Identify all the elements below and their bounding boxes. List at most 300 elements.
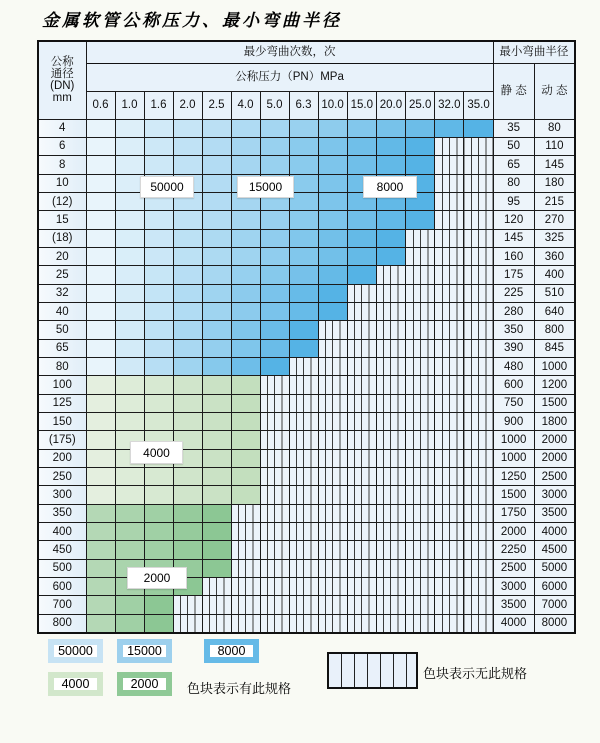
dynamic-radius-cell: 2000 (534, 431, 575, 449)
pressure-cell (173, 247, 202, 265)
table-row (38, 468, 575, 486)
static-radius-cell: 80 (493, 174, 534, 192)
table-row (38, 449, 575, 467)
static-radius-cell: 35 (493, 119, 534, 137)
pressure-cell (347, 247, 376, 265)
dn-cell: 150 (38, 413, 86, 431)
dynamic-radius-cell: 5000 (534, 559, 575, 577)
pressure-value-header: 2.0 (173, 91, 202, 119)
no-spec-cell (376, 284, 405, 302)
pressure-cell (231, 211, 260, 229)
pressure-cell (86, 302, 115, 320)
pressure-cell (202, 449, 231, 467)
no-spec-cell (376, 449, 405, 467)
pressure-cell (202, 174, 231, 192)
pressure-cell (406, 156, 435, 174)
pressure-cell (173, 229, 202, 247)
no-spec-cell (464, 376, 493, 394)
pressure-value-header: 2.5 (202, 91, 231, 119)
pressure-cell (202, 266, 231, 284)
no-spec-cell (318, 321, 347, 339)
dn-cell: 600 (38, 578, 86, 596)
dynamic-radius-cell: 270 (534, 211, 575, 229)
pressure-cell (289, 247, 318, 265)
pressure-cell (86, 431, 115, 449)
dn-header-line: (DN) (50, 80, 75, 93)
no-spec-cell (318, 523, 347, 541)
page-title: 金属软管公称压力、最小弯曲半径 (42, 11, 342, 31)
pressure-cell (260, 119, 289, 137)
pressure-cell (115, 413, 144, 431)
no-spec-cell (464, 596, 493, 614)
pressure-cell (115, 357, 144, 375)
no-spec-cell (376, 266, 405, 284)
pressure-cell (115, 119, 144, 137)
no-spec-cell (435, 192, 464, 210)
table-row (38, 156, 575, 174)
pressure-cell (173, 321, 202, 339)
pressure-cell (86, 137, 115, 155)
pressure-cell (173, 339, 202, 357)
pressure-cell (318, 266, 347, 284)
no-spec-cell (289, 468, 318, 486)
static-radius-cell: 480 (493, 357, 534, 375)
pressure-cell (86, 229, 115, 247)
pressure-cell (86, 339, 115, 357)
dn-cell: 450 (38, 541, 86, 559)
no-spec-cell (318, 614, 347, 632)
pressure-cell (144, 119, 173, 137)
pressure-cell (173, 541, 202, 559)
pressure-cell (347, 137, 376, 155)
pressure-header: 公称压力（PN）MPa (86, 63, 493, 91)
dn-cell: 50 (38, 321, 86, 339)
pressure-cell (231, 302, 260, 320)
dn-cell: (18) (38, 229, 86, 247)
no-spec-cell (435, 541, 464, 559)
pressure-cell (86, 578, 115, 596)
pressure-cell (202, 541, 231, 559)
pressure-cell (202, 302, 231, 320)
static-radius-cell: 280 (493, 302, 534, 320)
pressure-cell (231, 449, 260, 467)
pressure-cell (86, 394, 115, 412)
no-spec-cell (260, 413, 289, 431)
no-spec-cell (347, 468, 376, 486)
no-spec-cell (173, 614, 202, 632)
no-spec-cell (289, 357, 318, 375)
no-spec-cell (347, 284, 376, 302)
table-row (38, 394, 575, 412)
pressure-cell (289, 156, 318, 174)
no-spec-cell (376, 486, 405, 504)
pressure-cell (318, 174, 347, 192)
no-spec-cell (435, 468, 464, 486)
pressure-cell (202, 137, 231, 155)
no-spec-cell (260, 596, 289, 614)
pressure-cell (318, 137, 347, 155)
no-spec-cell (376, 413, 405, 431)
dynamic-radius-cell: 3000 (534, 486, 575, 504)
bend-cycle-zone-label: 8000 (363, 176, 417, 198)
no-spec-cell (435, 321, 464, 339)
pressure-cell (289, 321, 318, 339)
pressure-cell (144, 541, 173, 559)
no-spec-cell (435, 578, 464, 596)
no-spec-cell (435, 284, 464, 302)
no-spec-cell (260, 504, 289, 522)
pressure-cell (144, 413, 173, 431)
pressure-cell (347, 156, 376, 174)
pressure-cell (144, 523, 173, 541)
pressure-value-header: 35.0 (464, 91, 493, 119)
pressure-cell (318, 156, 347, 174)
no-spec-cell (464, 137, 493, 155)
pressure-cell (289, 229, 318, 247)
dn-cell: 80 (38, 357, 86, 375)
no-spec-cell (435, 247, 464, 265)
no-spec-cell (318, 449, 347, 467)
pressure-cell (202, 559, 231, 577)
pressure-value-header: 32.0 (435, 91, 464, 119)
table-row (38, 504, 575, 522)
no-spec-cell (289, 504, 318, 522)
static-radius-cell: 750 (493, 394, 534, 412)
pressure-cell (173, 468, 202, 486)
no-spec-cell (406, 449, 435, 467)
dn-cell: 8 (38, 156, 86, 174)
pressure-cell (260, 339, 289, 357)
no-spec-cell (231, 596, 260, 614)
pressure-cell (144, 321, 173, 339)
no-spec-cell (376, 394, 405, 412)
legend-swatch: 50000 (48, 639, 103, 663)
no-spec-cell (464, 614, 493, 632)
no-spec-cell (435, 137, 464, 155)
pressure-cell (115, 284, 144, 302)
no-spec-cell (406, 284, 435, 302)
pressure-cell (347, 211, 376, 229)
pressure-cell (202, 119, 231, 137)
pressure-cell (115, 137, 144, 155)
table-row (38, 119, 575, 137)
legend-no-spec-swatch (327, 652, 418, 689)
no-spec-cell (406, 357, 435, 375)
no-spec-cell (347, 394, 376, 412)
pressure-cell (318, 211, 347, 229)
no-spec-cell (318, 339, 347, 357)
no-spec-cell (289, 376, 318, 394)
bend-cycles-header: 最少弯曲次数，次 (86, 41, 493, 63)
pressure-cell (86, 357, 115, 375)
static-radius-cell: 145 (493, 229, 534, 247)
dn-cell: 6 (38, 137, 86, 155)
dynamic-radius-cell: 4500 (534, 541, 575, 559)
no-spec-cell (318, 596, 347, 614)
no-spec-cell (406, 504, 435, 522)
no-spec-cell (202, 578, 231, 596)
header-row-pressure (38, 63, 575, 91)
static-radius-cell: 160 (493, 247, 534, 265)
static-radius-cell: 225 (493, 284, 534, 302)
pressure-cell (173, 486, 202, 504)
no-spec-cell (406, 376, 435, 394)
dynamic-radius-cell: 400 (534, 266, 575, 284)
no-spec-cell (231, 614, 260, 632)
no-spec-cell (260, 541, 289, 559)
no-spec-cell (376, 468, 405, 486)
pressure-cell (86, 266, 115, 284)
pressure-cell (115, 614, 144, 632)
pressure-cell (260, 137, 289, 155)
pressure-cell (115, 486, 144, 504)
no-spec-cell (289, 413, 318, 431)
table-row (38, 321, 575, 339)
no-spec-cell (464, 541, 493, 559)
no-spec-cell (435, 559, 464, 577)
no-spec-cell (318, 578, 347, 596)
static-radius-cell: 1000 (493, 431, 534, 449)
no-spec-cell (464, 156, 493, 174)
pressure-cell (173, 266, 202, 284)
no-spec-cell (376, 541, 405, 559)
no-spec-cell (406, 486, 435, 504)
min-radius-header: 最小弯曲半径 (493, 41, 575, 63)
pressure-cell (289, 266, 318, 284)
no-spec-cell (406, 321, 435, 339)
pressure-cell (376, 229, 405, 247)
no-spec-cell (376, 559, 405, 577)
no-spec-cell (464, 229, 493, 247)
no-spec-cell (464, 413, 493, 431)
dn-cell: 400 (38, 523, 86, 541)
no-spec-cell (435, 302, 464, 320)
bend-cycle-zone-label: 4000 (130, 441, 183, 464)
pressure-cell (231, 247, 260, 265)
no-spec-cell (464, 578, 493, 596)
spec-table (37, 40, 576, 634)
dynamic-radius-cell: 2500 (534, 468, 575, 486)
no-spec-cell (435, 523, 464, 541)
table-row (38, 266, 575, 284)
no-spec-cell (464, 357, 493, 375)
static-radius-cell: 2500 (493, 559, 534, 577)
dynamic-radius-cell: 7000 (534, 596, 575, 614)
pressure-cell (202, 211, 231, 229)
pressure-value-header: 0.6 (86, 91, 115, 119)
pressure-cell (289, 119, 318, 137)
dn-cell: 800 (38, 614, 86, 632)
pressure-cell (173, 119, 202, 137)
pressure-value-header: 4.0 (231, 91, 260, 119)
static-radius-cell: 1750 (493, 504, 534, 522)
table-row (38, 211, 575, 229)
pressure-cell (115, 339, 144, 357)
no-spec-cell (260, 578, 289, 596)
dn-cell: (12) (38, 192, 86, 210)
no-spec-cell (406, 247, 435, 265)
no-spec-cell (289, 559, 318, 577)
table-row (38, 486, 575, 504)
pressure-cell (202, 247, 231, 265)
dn-cell: 10 (38, 174, 86, 192)
no-spec-cell (435, 614, 464, 632)
no-spec-cell (231, 578, 260, 596)
pressure-value-header: 25.0 (406, 91, 435, 119)
dynamic-radius-cell: 80 (534, 119, 575, 137)
no-spec-cell (464, 321, 493, 339)
pressure-cell (86, 247, 115, 265)
table-row (38, 376, 575, 394)
pressure-cell (144, 486, 173, 504)
pressure-cell (173, 284, 202, 302)
table-row (38, 137, 575, 155)
dn-header-cell (38, 41, 86, 119)
pressure-cell (231, 119, 260, 137)
no-spec-cell (406, 541, 435, 559)
no-spec-cell (260, 394, 289, 412)
no-spec-cell (376, 339, 405, 357)
dynamic-radius-cell: 800 (534, 321, 575, 339)
pressure-cell (231, 321, 260, 339)
pressure-cell (289, 211, 318, 229)
pressure-cell (173, 504, 202, 522)
pressure-cell (86, 468, 115, 486)
static-radius-cell: 3000 (493, 578, 534, 596)
no-spec-cell (435, 156, 464, 174)
no-spec-cell (464, 192, 493, 210)
no-spec-cell (464, 394, 493, 412)
no-spec-cell (376, 431, 405, 449)
pressure-cell (144, 339, 173, 357)
static-radius-cell: 2000 (493, 523, 534, 541)
no-spec-cell (289, 614, 318, 632)
pressure-cell (231, 284, 260, 302)
static-radius-cell: 350 (493, 321, 534, 339)
no-spec-cell (406, 229, 435, 247)
pressure-cell (318, 302, 347, 320)
pressure-cell (86, 541, 115, 559)
pressure-value-header: 20.0 (376, 91, 405, 119)
no-spec-cell (376, 504, 405, 522)
pressure-value-header: 1.0 (115, 91, 144, 119)
pressure-cell (115, 541, 144, 559)
pressure-cell (231, 339, 260, 357)
no-spec-cell (231, 504, 260, 522)
pressure-cell (231, 229, 260, 247)
pressure-cell (144, 137, 173, 155)
pressure-cell (173, 394, 202, 412)
pressure-value-header: 5.0 (260, 91, 289, 119)
pressure-cell (115, 156, 144, 174)
no-spec-cell (435, 413, 464, 431)
pressure-cell (115, 266, 144, 284)
pressure-cell (86, 486, 115, 504)
pressure-cell (464, 119, 493, 137)
no-spec-cell (289, 449, 318, 467)
pressure-cell (231, 486, 260, 504)
static-radius-cell: 2250 (493, 541, 534, 559)
pressure-cell (406, 119, 435, 137)
dynamic-radius-cell: 640 (534, 302, 575, 320)
dynamic-radius-cell: 1500 (534, 394, 575, 412)
no-spec-cell (376, 578, 405, 596)
pressure-cell (231, 266, 260, 284)
pressure-cell (202, 413, 231, 431)
dynamic-radius-cell: 845 (534, 339, 575, 357)
no-spec-cell (347, 541, 376, 559)
no-spec-cell (289, 486, 318, 504)
dynamic-radius-cell: 180 (534, 174, 575, 192)
no-spec-cell (231, 541, 260, 559)
dynamic-header: 动 态 (534, 63, 575, 119)
dynamic-radius-cell: 3500 (534, 504, 575, 522)
static-radius-cell: 50 (493, 137, 534, 155)
pressure-cell (144, 394, 173, 412)
pressure-cell (86, 504, 115, 522)
dn-cell: 65 (38, 339, 86, 357)
pressure-cell (260, 156, 289, 174)
dynamic-radius-cell: 110 (534, 137, 575, 155)
pressure-cell (86, 156, 115, 174)
dynamic-radius-cell: 4000 (534, 523, 575, 541)
pressure-cell (260, 247, 289, 265)
no-spec-cell (435, 229, 464, 247)
no-spec-cell (347, 302, 376, 320)
pressure-cell (144, 284, 173, 302)
pressure-value-header: 15.0 (347, 91, 376, 119)
pressure-cell (86, 596, 115, 614)
no-spec-cell (435, 486, 464, 504)
no-spec-cell (435, 357, 464, 375)
no-spec-cell (347, 376, 376, 394)
pressure-cell (202, 321, 231, 339)
pressure-cell (115, 596, 144, 614)
pressure-cell (406, 211, 435, 229)
pressure-cell (231, 431, 260, 449)
no-spec-cell (406, 394, 435, 412)
dynamic-radius-cell: 215 (534, 192, 575, 210)
no-spec-cell (347, 449, 376, 467)
no-spec-cell (318, 376, 347, 394)
no-spec-cell (231, 559, 260, 577)
no-spec-cell (318, 357, 347, 375)
no-spec-cell (435, 504, 464, 522)
pressure-cell (144, 596, 173, 614)
no-spec-cell (260, 468, 289, 486)
pressure-cell (318, 284, 347, 302)
pressure-cell (260, 211, 289, 229)
no-spec-cell (318, 413, 347, 431)
pressure-cell (86, 284, 115, 302)
pressure-cell (231, 468, 260, 486)
pressure-cell (202, 156, 231, 174)
pressure-cell (115, 302, 144, 320)
pressure-cell (260, 284, 289, 302)
legend-swatch: 2000 (117, 672, 172, 696)
static-radius-cell: 120 (493, 211, 534, 229)
pressure-cell (144, 357, 173, 375)
pressure-cell (173, 211, 202, 229)
dn-cell: 125 (38, 394, 86, 412)
pressure-cell (318, 247, 347, 265)
table-row (38, 174, 575, 192)
pressure-cell (86, 449, 115, 467)
no-spec-cell (260, 431, 289, 449)
pressure-cell (318, 119, 347, 137)
dn-header-line: 通径 (50, 68, 74, 81)
no-spec-cell (435, 174, 464, 192)
